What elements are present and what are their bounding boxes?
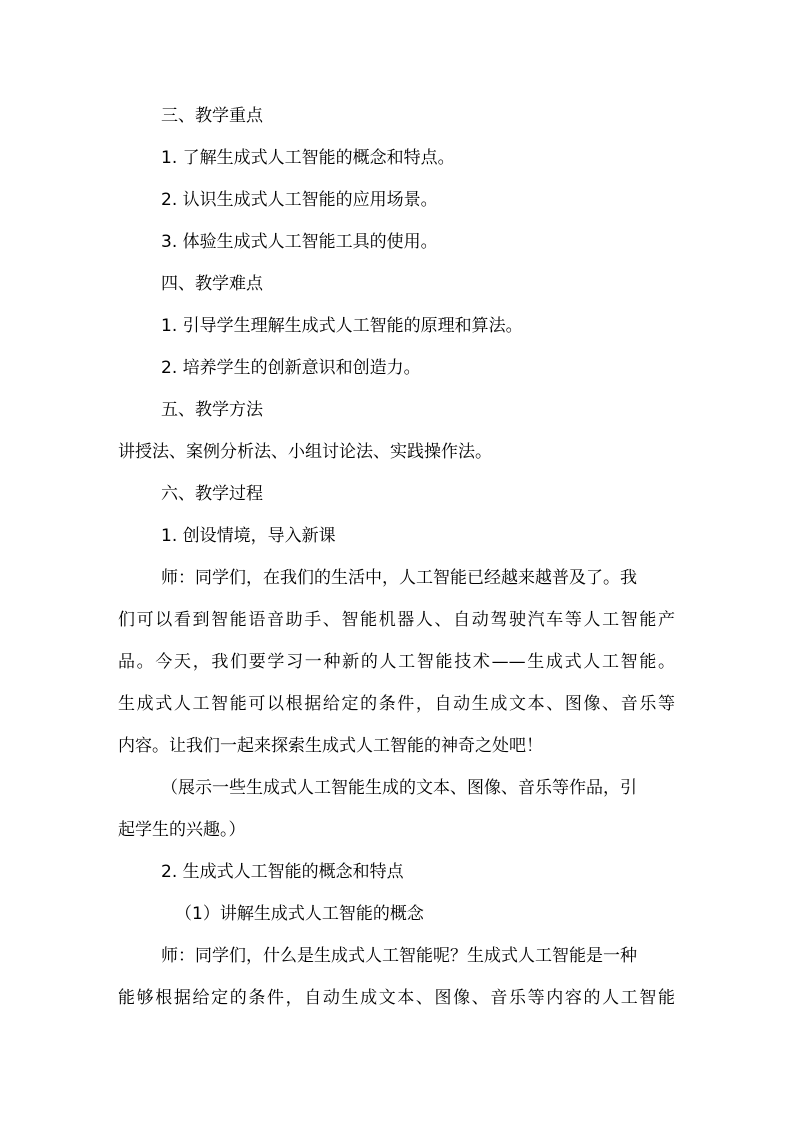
paragraph-line: 内容。让我们一起来探索生成式人工智能的神奇之处吧！: [118, 736, 543, 756]
paragraph-line: 师：同学们，在我们的生活中，人工智能已经越来越普及了。我: [161, 568, 637, 588]
paragraph-line: 能够根据给定的条件，自动生成文本、图像、音乐等内容的人工智能: [118, 988, 675, 1008]
paragraph-line: （展示一些生成式人工智能生成的文本、图像、音乐等作品，引: [161, 778, 637, 798]
paragraph-line: 们可以看到智能语音助手、智能机器人、自动驾驶汽车等人工智能产: [118, 610, 675, 630]
heading-teaching-process: 六、教学过程: [161, 484, 263, 504]
paragraph-line: 师：同学们，什么是生成式人工智能呢？生成式人工智能是一种: [161, 946, 637, 966]
paragraph-line: 起学生的兴趣。）: [118, 820, 246, 840]
subheading-intro: 1. 创设情境，导入新课: [161, 526, 336, 546]
list-item: 1. 引导学生理解生成式人工智能的原理和算法。: [161, 316, 523, 336]
paragraph-line: 品。今天，我们要学习一种新的人工智能技术——生成式人工智能。: [118, 652, 675, 672]
heading-teaching-difficulties: 四、教学难点: [161, 274, 263, 294]
subheading-concept: 2. 生成式人工智能的概念和特点: [161, 862, 404, 882]
heading-teaching-methods: 五、教学方法: [161, 400, 263, 420]
list-item: 1. 了解生成式人工智能的概念和特点。: [161, 148, 455, 168]
list-item: 2. 认识生成式人工智能的应用场景。: [161, 190, 438, 210]
paragraph-line: 生成式人工智能可以根据给定的条件，自动生成文本、图像、音乐等: [118, 694, 675, 714]
subheading-concept-explain: （1）讲解生成式人工智能的概念: [175, 904, 424, 924]
heading-teaching-focus: 三、教学重点: [161, 106, 263, 126]
list-item: 3. 体验生成式人工智能工具的使用。: [161, 232, 438, 252]
list-item: 2. 培养学生的创新意识和创造力。: [161, 358, 421, 378]
methods-text: 讲授法、案例分析法、小组讨论法、实践操作法。: [118, 442, 492, 462]
